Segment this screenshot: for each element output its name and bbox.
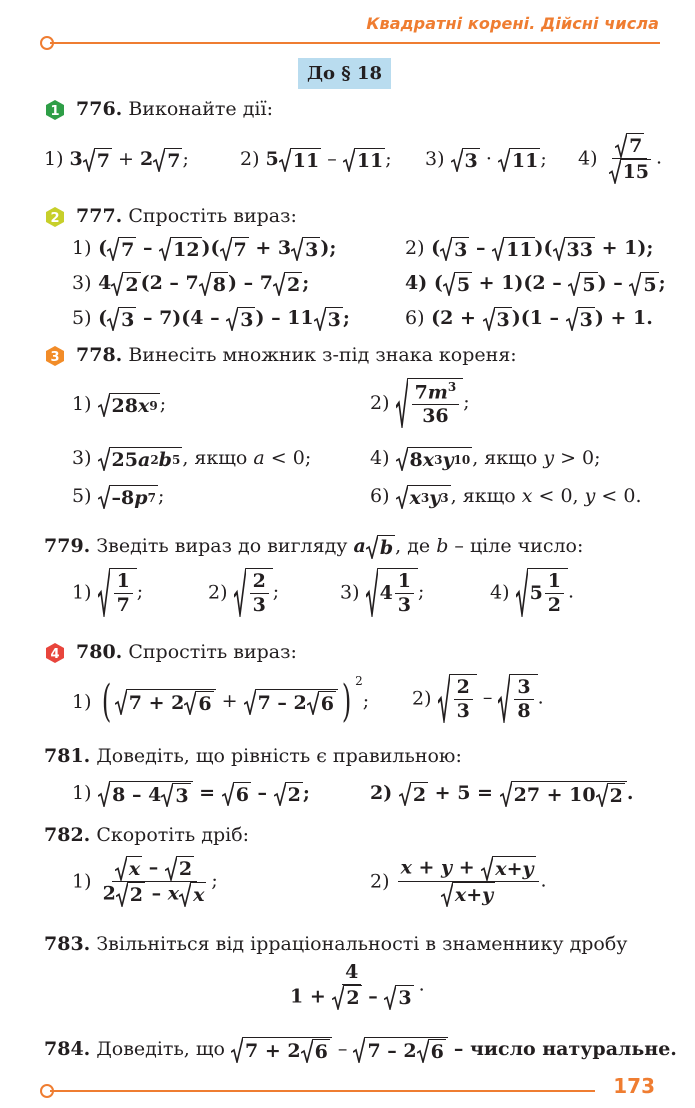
problem-777-item-3: 3) 4 2 (2 – 7 8 ) – 7 2 ; (72, 272, 310, 296)
level-3-badge-icon (44, 345, 66, 367)
problem-779-item-3: 3) 4 1 3 ; (340, 570, 425, 616)
problem-780-item-1: 1) ( 7 + 2 6 + 7 – 2 6 ) $^2$; (72, 674, 370, 727)
svg-text:2: 2 (50, 211, 60, 226)
page-number: 173 (613, 1074, 655, 1098)
problem-778-item-6: 6) x 3 y 3 , якщо x < 0, y < 0. (370, 485, 642, 509)
problem-778-item-4: 4) 8 x 3 y 10 , якщо y > 0; (370, 447, 601, 471)
problem-777-item-1: 1) ( 7 – 12 )( 7 + 3 3 ); (72, 237, 337, 261)
problem-780-title: 780. Спростіть вираз: (76, 641, 297, 663)
problem-778-item-2: 2) $7m^3$ 36 ; (370, 380, 470, 428)
level-4-badge-icon (44, 642, 66, 664)
problem-784-title: 784. Доведіть, що 7 + 2 6 – 7 – 2 6 – число натуральне. (44, 1038, 677, 1063)
problem-776-items: 1) 3 7 + 2 7 ; (44, 148, 189, 172)
problem-777-item-4: 4) ( 5 + 1)(2 – 5 ) – 5 ; (405, 272, 666, 296)
problem-778-title: 778. Винесіть множник з-під знака кореня: (76, 344, 517, 366)
header-line (50, 42, 660, 44)
problem-779-item-4: 4) 5 1 2 . (490, 570, 575, 616)
problem-777-item-5: 5) ( 3 – 7)(4 – 3 ) – 11 3 ; (72, 307, 350, 331)
problem-781-item-2: 2) 2 + 5 = 27 + 10 2 . (370, 782, 634, 807)
problem-783-fraction: 4 1 + 2 – 3 . (290, 961, 425, 1009)
problem-776-title: 776. Виконайте дії: (76, 98, 273, 120)
section-label: До § 18 (298, 58, 391, 89)
svg-text:3: 3 (50, 350, 60, 365)
footer-line (50, 1090, 595, 1092)
problem-776-item-4: 4) $\frac{7}{15}$ . (578, 135, 663, 183)
problem-777-title: 777. Спростіть вираз: (76, 205, 297, 227)
problem-782-item-2: 2) x + y + x + y x + y . (370, 856, 547, 906)
level-1-badge-icon (44, 99, 66, 121)
svg-text:4: 4 (50, 647, 60, 662)
problem-777-item-6: 6) (2 + 3 )(1 – 3 ) + 1. (405, 307, 653, 331)
problem-783-title: 783. Звільніться від ірраціональності в знаменнику дробу (44, 933, 628, 955)
problem-781-title: 781. Доведіть, що рівність є правильною: (44, 745, 462, 767)
problem-778-item-5: 5) –8 p 7 ; (72, 485, 165, 509)
problem-779-title: 779. Зведіть вираз до вигляду a b , де b – ціле число: (44, 535, 584, 559)
problem-777-item-2: 2) ( 3 – 11 )( 33 + 1); (405, 237, 654, 261)
problem-780-item-2: 2) 2 3 – 3 8 . (412, 676, 544, 722)
problem-778-item-3: 3) 25 a 2 b 5 , якщо a < 0; (72, 447, 312, 471)
problem-779-item-2: 2) 2 3 ; (208, 570, 280, 616)
problem-776-item-2: 2) 5 11 – 11 ; (240, 148, 392, 172)
svg-text:1: 1 (50, 104, 60, 119)
problem-779-item-1: 1) 1 7 ; (72, 570, 144, 616)
problem-778-item-1: 1) 28 x 9 ; (72, 393, 167, 417)
level-2-badge-icon (44, 206, 66, 228)
problem-776-item-3: 3) 3 · 11 ; (425, 148, 547, 172)
problem-782-item-1: 1) x – 2 2 2 – x x ; (72, 856, 218, 906)
problem-781-item-1: 1) 8 – 4 3 = 6 – 2 ; (72, 782, 310, 807)
problem-782-title: 782. Скоротіть дріб: (44, 824, 250, 846)
chapter-title: Квадратні корені. Дійсні числа (366, 14, 659, 33)
